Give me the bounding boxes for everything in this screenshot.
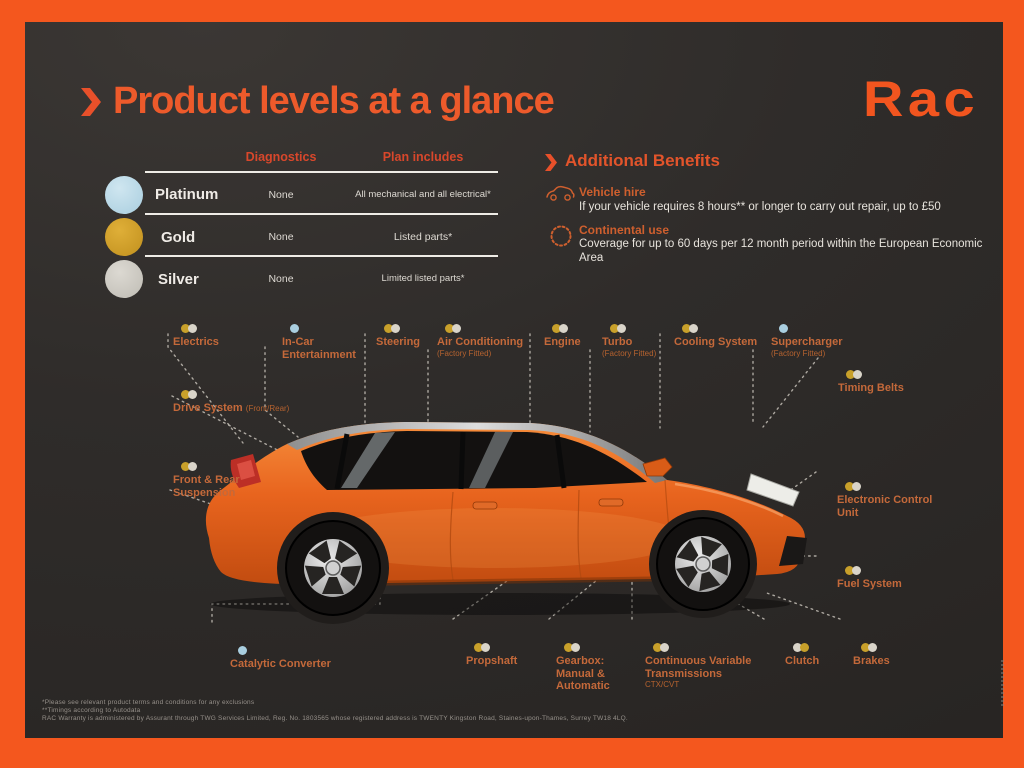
column-header-plan-includes: Plan includes (382, 150, 464, 164)
platinum-swatch (105, 176, 143, 214)
plan-name: Silver (158, 271, 199, 288)
door-handle (599, 499, 623, 506)
part-label-electronic-control-unit: Electronic Control Unit (837, 482, 955, 519)
benefit-description: If your vehicle requires 8 hours** or longer to carry out repair, up to £50 (579, 201, 941, 213)
part-label-brakes: Brakes (853, 643, 890, 668)
coverage-dots (653, 643, 773, 652)
plan-includes-value: Listed parts* (393, 231, 453, 243)
page-title: Product levels at a glance (113, 80, 554, 122)
headlight (747, 474, 799, 506)
b-pillar (461, 432, 463, 489)
part-label-turbo: Turbo (Factory Fitted) (602, 324, 656, 358)
coverage-dots (846, 370, 904, 379)
benefit-description: Coverage for up to 60 days per 12 month period within the European Economic Area (579, 238, 983, 264)
diagnostics-value: None (268, 189, 294, 201)
part-label-propshaft: Propshaft (466, 643, 517, 668)
coverage-dots (845, 566, 902, 575)
column-header-diagnostics: Diagnostics (245, 150, 317, 164)
part-label-catalytic-converter: Catalytic Converter (230, 646, 380, 671)
footnote-exclusions: *Please see relevant product terms and conditions for any exclusions (42, 699, 255, 706)
benefit-name: Vehicle hire (579, 185, 646, 199)
rac-logo: Rac (863, 71, 980, 127)
coverage-dots (238, 646, 380, 655)
part-label-electrics: Electrics (173, 324, 219, 349)
part-label-clutch: Clutch (785, 643, 819, 668)
chevron-right-icon (81, 88, 103, 116)
part-label-steering: Steering (376, 324, 420, 349)
coverage-dots (384, 324, 420, 333)
benefit-name: Continental use (579, 223, 670, 237)
gold-swatch (105, 218, 143, 256)
diagnostics-value: None (268, 231, 294, 243)
coverage-dots (181, 390, 413, 399)
coverage-dots (474, 643, 517, 652)
plan-includes-value: Limited listed parts* (381, 273, 465, 284)
coverage-dots (610, 324, 656, 333)
coverage-dots (181, 324, 219, 333)
part-label-timing-belts: Timing Belts (838, 370, 904, 395)
part-label-air-conditioning: Air Conditioning (Factory Fitted) (437, 324, 549, 358)
door-handle (473, 502, 497, 509)
part-label-gearbox: Gearbox: Manual & Automatic (556, 643, 642, 693)
diagnostics-value: None (268, 273, 294, 285)
part-label-fuel-system: Fuel System (837, 566, 902, 591)
part-label-cooling-system: Cooling System (674, 324, 757, 349)
benefits-title: Additional Benefits (565, 151, 720, 170)
part-label-front-rear-suspension: Front & Rear Suspension (173, 462, 269, 499)
table-divider (145, 255, 498, 257)
chevron-right-icon (545, 154, 558, 171)
part-label-cvt: Continuous Variable Transmissions CTX/CVT (645, 643, 773, 689)
coverage-dots (845, 482, 955, 491)
car-illustration (195, 388, 815, 628)
coverage-dots (564, 643, 642, 652)
plan-name: Gold (161, 229, 196, 246)
part-label-supercharger: Supercharger (Factory Fitted) (771, 324, 843, 358)
coverage-dots (793, 643, 819, 652)
plan-includes-value: All mechanical and all electrical* (355, 189, 491, 200)
vertical-code-mark (1001, 660, 1004, 706)
coverage-dots (290, 324, 382, 333)
coverage-dots (779, 324, 843, 333)
part-label-drive-system: Drive System (Front/Rear) (173, 390, 413, 416)
part-label-in-car-entertainment: In-Car Entertainment (282, 324, 382, 361)
front-wheel (657, 518, 749, 610)
table-divider (145, 171, 498, 173)
plan-name: Platinum (155, 186, 219, 203)
coverage-dots (445, 324, 549, 333)
car-icon (545, 185, 575, 202)
coverage-dots (861, 643, 890, 652)
stars-circle-icon (549, 224, 573, 248)
side-mirror (643, 458, 672, 476)
silver-swatch (105, 260, 143, 298)
footnote-legal: RAC Warranty is administered by Assurant through TWG Services Limited, Reg. No. 1803565 whose registered address is TWENTY Kingston Road, Staines-upon-Thames, Surrey TW18 4LQ. (42, 715, 628, 722)
infographic-panel (25, 22, 1003, 738)
table-divider (145, 213, 498, 215)
coverage-dots (552, 324, 581, 333)
rear-wheel (286, 521, 380, 615)
footnote-timings: **Timings according to Autodata (42, 707, 141, 714)
coverage-dots (682, 324, 757, 333)
part-label-engine: Engine (544, 324, 581, 349)
coverage-dots (181, 462, 269, 471)
